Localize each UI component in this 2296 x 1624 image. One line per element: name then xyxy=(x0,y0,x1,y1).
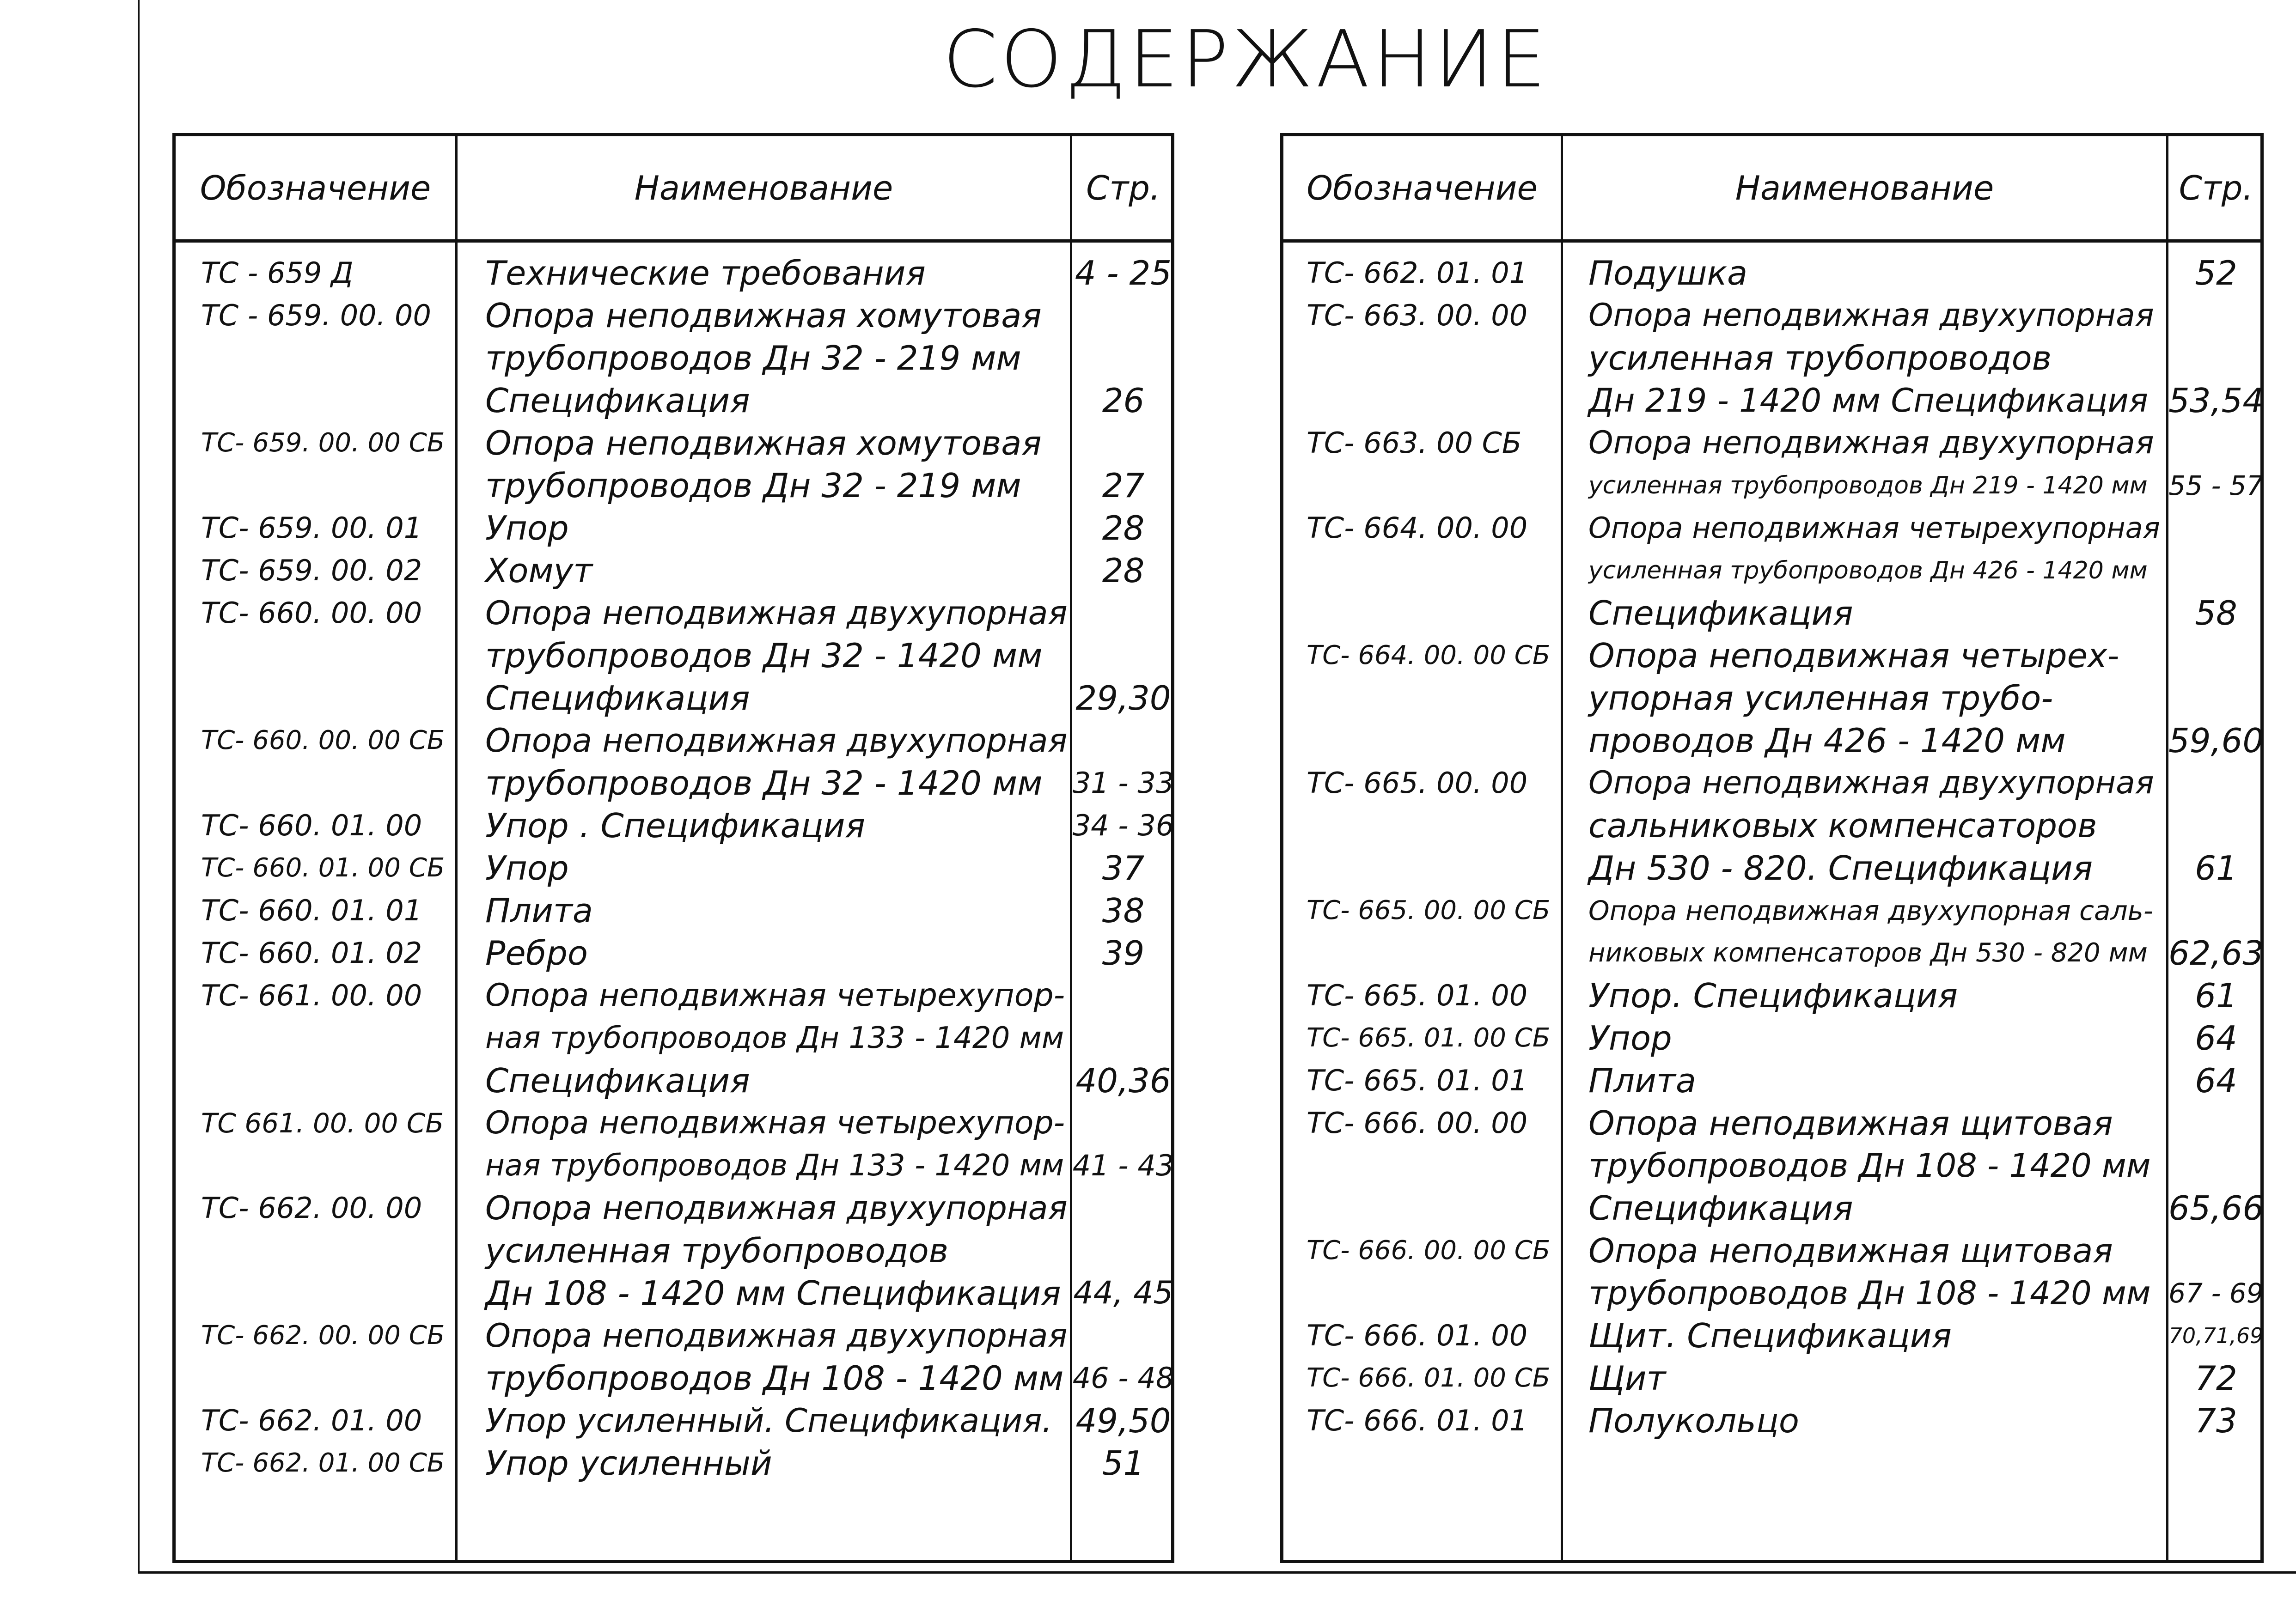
row-page: 49,50 xyxy=(1075,1401,1171,1440)
row-code xyxy=(201,1144,451,1187)
table-row xyxy=(176,1357,1174,1399)
row-name: трубопроводов Дн 108 - 1420 мм xyxy=(485,1359,1064,1398)
table-row xyxy=(1283,1144,2260,1187)
table-row xyxy=(176,549,1171,592)
table-body xyxy=(1283,243,2264,1560)
row-page xyxy=(2168,889,2264,932)
table-row xyxy=(1283,1187,2264,1229)
row-code: ТС- 663. 00. 00 xyxy=(1307,298,1528,332)
row-page: 39 xyxy=(1102,934,1145,973)
table-row xyxy=(176,932,1171,974)
row-name: Спецификация xyxy=(1588,1189,1853,1228)
row-page xyxy=(2168,1102,2264,1144)
row-code xyxy=(1307,1144,1558,1187)
row-name: Спецификация xyxy=(1588,594,1853,633)
row-page: 41 - 43 xyxy=(1072,1149,1174,1182)
table-row xyxy=(176,804,1174,847)
row-name: Упор усиленный. Спецификация. xyxy=(485,1402,1052,1440)
row-name: Опора неподвижная хомутовая xyxy=(485,296,1042,335)
row-page: 67 - 69 xyxy=(2168,1277,2264,1309)
row-code: ТС- 660. 01. 00 xyxy=(201,809,422,842)
row-name: упорная усиленная трубо- xyxy=(1588,679,2053,718)
row-name: Дн 219 - 1420 мм Спецификация xyxy=(1588,382,2148,420)
row-code xyxy=(1307,1272,1558,1314)
row-code: ТС- 660. 00. 00 СБ xyxy=(201,725,445,755)
row-code: ТС- 660. 01. 00 СБ xyxy=(201,853,445,883)
table-row xyxy=(176,294,1171,337)
table-row xyxy=(176,337,1171,379)
row-name: усиленная трубопроводов Дн 219 - 1420 мм xyxy=(1588,472,2148,499)
row-page: 62,63 xyxy=(2168,934,2264,973)
table-row xyxy=(1283,592,2260,634)
row-name: ная трубопроводов Дн 133 - 1420 мм xyxy=(485,1021,1064,1055)
row-code xyxy=(201,677,451,719)
table-row xyxy=(1283,677,2260,719)
row-name: Дн 530 - 820. Спецификация xyxy=(1588,849,2093,888)
row-page: 37 xyxy=(1102,849,1145,888)
row-page xyxy=(2168,1229,2264,1272)
row-code xyxy=(1307,549,1558,592)
row-page: 55 - 57 xyxy=(2168,470,2264,501)
row-page: 65,66 xyxy=(2168,1189,2264,1228)
row-code xyxy=(201,1017,451,1059)
header-name: Наименование xyxy=(1735,168,1994,207)
table-row xyxy=(176,252,1171,294)
row-code: ТС- 665. 01. 00 xyxy=(1307,979,1528,1012)
row-name: Опора неподвижная двухупорная саль- xyxy=(1588,895,2153,926)
row-code xyxy=(201,464,451,507)
row-name: Упор. Спецификация xyxy=(1588,976,1958,1015)
table-row xyxy=(176,1017,1171,1059)
header-name: Наименование xyxy=(634,168,893,207)
row-page xyxy=(2168,507,2264,549)
row-code: ТС- 662. 00. 00 xyxy=(201,1191,422,1225)
table-row xyxy=(1283,1102,2260,1144)
row-page xyxy=(2168,634,2264,677)
row-code xyxy=(1307,337,1558,379)
frame-left-border xyxy=(138,0,140,1573)
row-name: Опора неподвижная четырех- xyxy=(1588,636,2119,675)
table-row xyxy=(1283,1272,2264,1314)
table-row xyxy=(176,634,1171,677)
row-name: Упор . Спецификация xyxy=(485,806,865,845)
row-code xyxy=(201,1272,451,1314)
table-row xyxy=(176,1442,1171,1484)
row-code: ТС- 664. 00. 00 СБ xyxy=(1307,640,1551,670)
row-code: ТС- 660. 01. 01 xyxy=(201,894,422,927)
table-row xyxy=(1283,804,2260,847)
table-row xyxy=(1283,847,2260,889)
row-page: 64 xyxy=(2195,1061,2237,1100)
row-code: ТС- 666. 01. 00 xyxy=(1307,1319,1528,1352)
row-page: 31 - 33 xyxy=(1072,766,1174,800)
row-name: Щит xyxy=(1588,1359,1666,1398)
table-row xyxy=(176,464,1171,507)
table-row xyxy=(1283,507,2260,549)
row-page xyxy=(2168,677,2264,719)
row-name: трубопроводов Дн 108 - 1420 мм xyxy=(1588,1274,2151,1312)
table-row xyxy=(176,592,1171,634)
table-row xyxy=(1283,1399,2260,1442)
row-name: Технические требования xyxy=(485,254,926,292)
row-page: 58 xyxy=(2195,594,2237,633)
row-page xyxy=(2168,549,2264,592)
row-name: усиленная трубопроводов xyxy=(1588,339,2052,377)
table-row xyxy=(176,974,1171,1017)
header-page: Стр. xyxy=(1086,168,1160,207)
row-code: ТС- 660. 01. 02 xyxy=(201,936,422,970)
row-page: 34 - 36 xyxy=(1072,809,1174,842)
row-name: Хомут xyxy=(485,551,593,590)
row-code: ТС- 665. 00. 00 xyxy=(1307,766,1528,800)
table-row xyxy=(176,1144,1174,1187)
row-code: ТС - 659. 00. 00 xyxy=(201,298,431,332)
table-row xyxy=(176,507,1171,549)
row-page: 59,60 xyxy=(2168,721,2264,760)
row-code: ТС- 666. 01. 00 СБ xyxy=(1307,1363,1551,1393)
row-name: Ребро xyxy=(485,934,588,973)
table-row xyxy=(1283,1059,2260,1102)
row-name: трубопроводов Дн 32 - 219 мм xyxy=(485,339,1021,377)
row-code xyxy=(1307,804,1558,847)
table-row xyxy=(176,422,1171,464)
page-title: СОДЕРЖАНИЕ xyxy=(943,14,1549,105)
row-name: Опора неподвижная щитовая xyxy=(1588,1231,2113,1270)
table-row xyxy=(1283,889,2260,932)
row-code: ТС- 665. 00. 00 СБ xyxy=(1307,895,1551,925)
table-body xyxy=(176,243,1174,1560)
table-row xyxy=(1283,1229,2260,1272)
row-page: 29,30 xyxy=(1075,679,1171,718)
row-name: Опора неподвижная щитовая xyxy=(1588,1104,2113,1143)
row-name: Опора неподвижная двухупорная xyxy=(1588,425,2154,461)
row-code: ТС- 666. 01. 01 xyxy=(1307,1404,1528,1437)
row-page xyxy=(2168,804,2264,847)
row-name: Опора неподвижная двухупорная xyxy=(1588,765,2154,801)
row-code xyxy=(201,379,451,422)
row-name: Упор усиленный xyxy=(485,1444,772,1483)
row-name: Опора неподвижная четырехупорная xyxy=(1588,511,2160,545)
row-code xyxy=(1307,1187,1558,1229)
row-page: 28 xyxy=(1102,551,1145,590)
row-code: ТС- 663. 00 СБ xyxy=(1307,426,1522,460)
row-name: трубопроводов Дн 32 - 1420 мм xyxy=(485,764,1043,803)
row-code: ТС- 659. 00. 01 xyxy=(201,511,422,545)
row-code: ТС - 659 Д xyxy=(201,256,354,290)
contents-table-right xyxy=(1280,133,2264,1563)
row-code xyxy=(1307,847,1558,889)
row-page xyxy=(1072,592,1174,634)
row-page xyxy=(1072,634,1174,677)
row-code xyxy=(201,634,451,677)
row-page: 73 xyxy=(2195,1401,2237,1440)
row-code: ТС- 665. 01. 01 xyxy=(1307,1064,1528,1097)
table-row xyxy=(1283,1314,2264,1357)
row-code xyxy=(201,1059,451,1102)
row-code: ТС- 662. 00. 00 СБ xyxy=(201,1320,445,1350)
table-row xyxy=(176,1102,1171,1144)
row-code xyxy=(1307,464,1558,507)
row-code xyxy=(1307,932,1558,974)
table-row xyxy=(1283,422,2260,464)
header-code: Обозначение xyxy=(200,168,431,207)
table-row xyxy=(1283,294,2260,337)
table-row xyxy=(1283,1357,2260,1399)
row-page: 61 xyxy=(2195,976,2237,1015)
row-page: 27 xyxy=(1102,466,1145,505)
table-row xyxy=(1283,1017,2260,1059)
table-row xyxy=(176,1272,1171,1314)
row-page: 4 - 25 xyxy=(1075,254,1172,292)
row-code xyxy=(201,1357,451,1399)
row-page xyxy=(1072,422,1174,464)
row-name: Спецификация xyxy=(485,679,750,718)
row-page: 46 - 48 xyxy=(1072,1361,1174,1395)
row-page: 28 xyxy=(1102,509,1145,547)
row-page xyxy=(1072,1187,1174,1229)
row-name: Опора неподвижная двухупорная xyxy=(485,1317,1068,1355)
contents-table-left xyxy=(172,133,1174,1563)
row-name: Опора неподвижная двухупорная xyxy=(485,1189,1068,1227)
row-page: 64 xyxy=(2195,1019,2237,1058)
row-code xyxy=(201,337,451,379)
row-code xyxy=(1307,677,1558,719)
row-code: ТС- 666. 00. 00 xyxy=(1307,1106,1528,1140)
table-row xyxy=(176,889,1171,932)
table-row xyxy=(176,1314,1171,1357)
row-name: Опора неподвижная двухупорная xyxy=(485,722,1068,760)
row-page: 72 xyxy=(2195,1359,2237,1398)
table-row xyxy=(1283,337,2260,379)
row-code xyxy=(1307,719,1558,762)
row-name: Подушка xyxy=(1588,254,1748,292)
row-page xyxy=(1072,719,1174,762)
table-row xyxy=(1283,252,2260,294)
row-page xyxy=(1072,337,1174,379)
row-name: усиленная трубопроводов xyxy=(485,1231,949,1270)
row-code: ТС- 664. 00. 00 xyxy=(1307,511,1528,545)
table-row xyxy=(176,847,1171,889)
row-page: 40,36 xyxy=(1075,1061,1171,1100)
table-row xyxy=(1283,762,2260,804)
row-name: Спецификация xyxy=(485,381,750,420)
row-code: ТС- 666. 00. 00 СБ xyxy=(1307,1235,1551,1265)
row-name: ная трубопроводов Дн 133 - 1420 мм xyxy=(485,1149,1064,1183)
table-row xyxy=(1283,464,2264,507)
row-name: Плита xyxy=(1588,1061,1697,1100)
row-code: ТС- 660. 00. 00 xyxy=(201,596,422,630)
row-name: трубопроводов Дн 32 - 219 мм xyxy=(485,466,1021,505)
row-name: Полукольцо xyxy=(1588,1401,1799,1440)
table-row xyxy=(176,1059,1171,1102)
row-page: 44, 45 xyxy=(1073,1275,1173,1311)
row-name: Упор xyxy=(485,509,569,547)
table-row xyxy=(1283,719,2264,762)
frame-bottom-border xyxy=(138,1571,2296,1574)
row-page xyxy=(1072,1229,1174,1272)
row-page xyxy=(1072,1102,1174,1144)
table-row xyxy=(176,1399,1171,1442)
row-code: ТС- 662. 01. 00 СБ xyxy=(201,1448,445,1478)
header-code: Обозначение xyxy=(1307,168,1538,207)
row-name: Плита xyxy=(485,891,593,930)
row-code xyxy=(1307,592,1558,634)
row-page xyxy=(2168,294,2264,337)
table-header xyxy=(176,136,1171,243)
row-name: Дн 108 - 1420 мм Спецификация xyxy=(485,1274,1061,1313)
row-code: ТС- 659. 00. 02 xyxy=(201,553,422,587)
table-row xyxy=(1283,634,2260,677)
row-page: 26 xyxy=(1102,381,1145,420)
row-code: ТС- 662. 01. 00 xyxy=(201,1404,422,1437)
table-row xyxy=(176,762,1174,804)
row-page xyxy=(1072,1314,1174,1357)
row-page xyxy=(2168,1144,2264,1187)
table-row xyxy=(176,379,1171,422)
row-code xyxy=(1307,379,1558,422)
row-page xyxy=(1072,294,1174,337)
row-name: никовых компенсаторов Дн 530 - 820 мм xyxy=(1588,938,2148,968)
row-page xyxy=(2168,422,2264,464)
row-name: проводов Дн 426 - 1420 мм xyxy=(1588,721,2066,760)
row-name: трубопроводов Дн 32 - 1420 мм xyxy=(485,636,1043,675)
table-row xyxy=(176,719,1171,762)
table-row xyxy=(1283,974,2260,1017)
row-name: Опора неподвижная двухупорная xyxy=(1588,297,2154,334)
row-code: ТС- 665. 01. 00 СБ xyxy=(1307,1023,1551,1053)
row-name: Упор xyxy=(485,849,569,888)
row-page: 52 xyxy=(2195,254,2237,292)
table-row xyxy=(1283,932,2264,974)
row-name: Щит. Спецификация xyxy=(1588,1316,1952,1355)
row-code: ТС- 661. 00. 00 xyxy=(201,979,422,1012)
row-code: ТС 661. 00. 00 СБ xyxy=(201,1107,444,1139)
row-code xyxy=(201,1229,451,1272)
row-name: Опора неподвижная четырехупор- xyxy=(485,977,1065,1014)
table-row xyxy=(176,677,1171,719)
row-page: 38 xyxy=(1102,891,1145,930)
table-row xyxy=(176,1187,1171,1229)
header-page: Стр. xyxy=(2179,168,2253,207)
row-page xyxy=(1072,1017,1174,1059)
row-page: 70,71,69 xyxy=(2168,1323,2264,1348)
row-name: Спецификация xyxy=(485,1061,750,1100)
row-page xyxy=(2168,337,2264,379)
row-name: Опора неподвижная четырехупор- xyxy=(485,1105,1065,1141)
row-page xyxy=(1072,974,1174,1017)
row-code: ТС- 659. 00. 00 СБ xyxy=(201,428,445,458)
row-code xyxy=(201,762,451,804)
row-page: 61 xyxy=(2195,849,2237,888)
row-page xyxy=(2168,762,2264,804)
row-name: Упор xyxy=(1588,1019,1672,1058)
row-code: ТС- 662. 01. 01 xyxy=(1307,256,1528,290)
row-name: усиленная трубопроводов Дн 426 - 1420 мм xyxy=(1588,557,2148,584)
row-name: трубопроводов Дн 108 - 1420 мм xyxy=(1588,1147,2151,1185)
table-row xyxy=(1283,379,2264,422)
table-row xyxy=(176,1229,1171,1272)
table-header xyxy=(1283,136,2260,243)
row-page: 51 xyxy=(1102,1444,1145,1483)
row-page: 53,54 xyxy=(2168,381,2264,420)
row-name: сальниковых компенсаторов xyxy=(1588,806,2097,845)
row-name: Опора неподвижная двухупорная xyxy=(485,594,1068,632)
row-name: Опора неподвижная хомутовая xyxy=(485,424,1042,462)
table-row xyxy=(1283,549,2260,592)
